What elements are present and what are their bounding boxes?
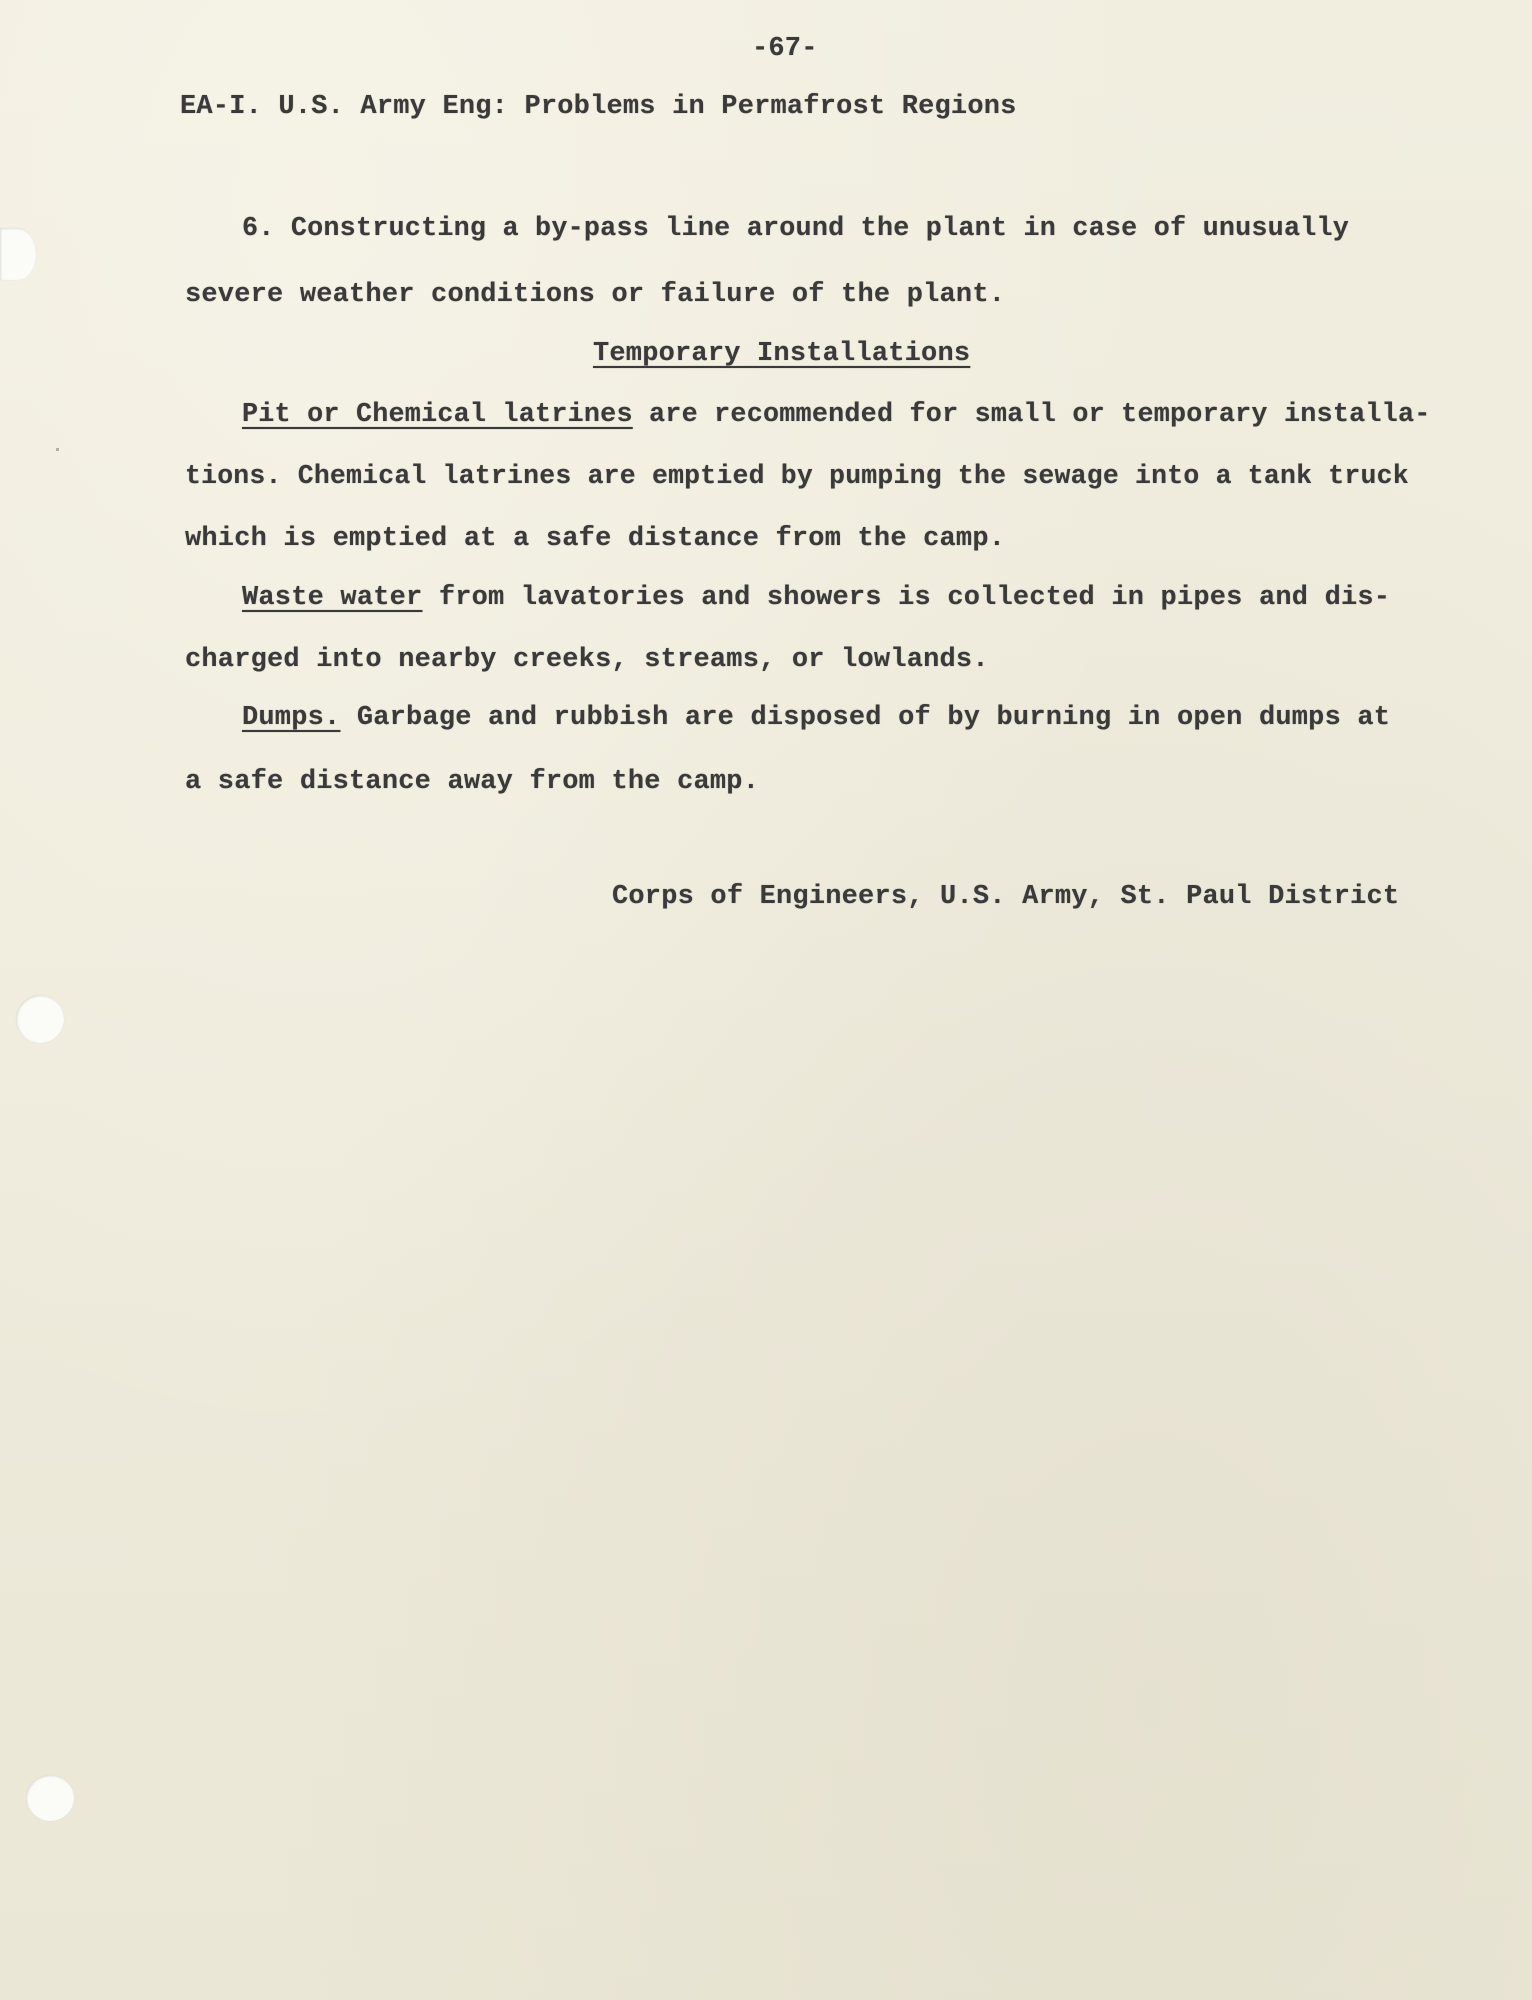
waste-water-line-1 <box>242 583 1390 613</box>
dumps-line-1-text: Garbage and rubbish are disposed of by burning in open dumps at <box>340 703 1391 733</box>
waste-water-lead: Waste water <box>242 583 423 613</box>
waste-water-line-2: charged into nearby creeks, streams, or lowlands. <box>185 645 989 675</box>
item-6-line-1: 6. Constructing a by-pass line around the plant in case of unusually <box>242 214 1350 244</box>
latrines-line-1 <box>242 400 1431 430</box>
item-6-line-2: severe weather conditions or failure of the plant. <box>185 280 1006 310</box>
punch-hole-top <box>0 228 36 280</box>
margin-mark <box>56 448 59 451</box>
dumps-line-1 <box>242 703 1390 733</box>
latrines-line-1-text: are recommended for small or temporary installa- <box>632 400 1431 430</box>
waste-water-line-1-text: from lavatories and showers is collected in pipes and dis- <box>422 583 1391 613</box>
latrines-lead: Pit or Chemical latrines <box>242 400 633 430</box>
dumps-line-2: a safe distance away from the camp. <box>185 767 760 797</box>
section-heading: Temporary Installations <box>593 339 971 369</box>
latrines-line-2: tions. Chemical latrines are emptied by pumping the sewage into a tank truck <box>185 461 1409 491</box>
signature-line: Corps of Engineers, U.S. Army, St. Paul District <box>612 882 1400 912</box>
punch-hole-bottom <box>26 1775 74 1821</box>
dumps-lead: Dumps. <box>242 703 341 733</box>
latrines-line-3: which is emptied at a safe distance from the camp. <box>185 524 1006 554</box>
punch-hole-middle <box>16 995 64 1043</box>
page-number: -67- <box>752 34 818 64</box>
running-header: EA-I. U.S. Army Eng: Problems in Permafrost Regions <box>180 92 1017 122</box>
